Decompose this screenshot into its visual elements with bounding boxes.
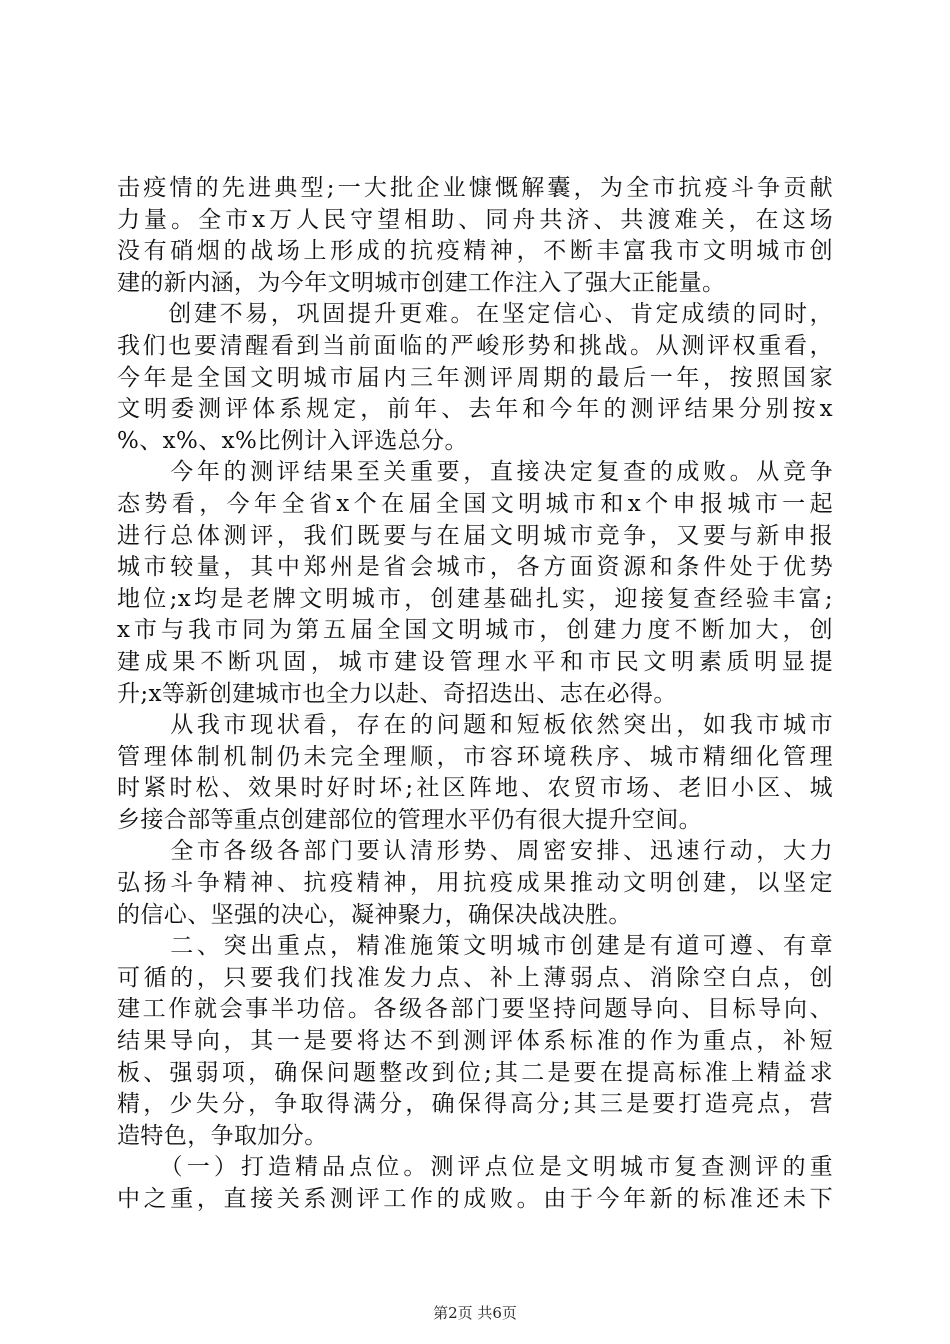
text-line: 我们也要清醒看到当前面临的严峻形势和挑战。从测评权重看， xyxy=(117,332,833,359)
text-line: 二、突出重点，精准施策文明城市创建是有道可遵、有章 xyxy=(117,933,833,960)
text-line: 板、强弱项，确保问题整改到位;其二是要在提高标准上精益求 xyxy=(117,1059,833,1086)
text-line: x市与我市同为第五届全国文明城市，创建力度不断加大，创 xyxy=(117,617,833,644)
text-line: 今年是全国文明城市届内三年测评周期的最后一年，按照国家 xyxy=(117,364,833,391)
text-line: 建成果不断巩固，城市建设管理水平和市民文明素质明显提 xyxy=(117,648,833,675)
text-line: 弘扬斗争精神、抗疫精神，用抗疫成果推动文明创建，以坚定 xyxy=(117,870,833,897)
text-line: 创建不易，巩固提升更难。在坚定信心、肯定成绩的同时， xyxy=(117,301,833,328)
text-line: 今年的测评结果至关重要，直接决定复查的成败。从竞争 xyxy=(117,459,833,486)
text-line: 从我市现状看，存在的问题和短板依然突出，如我市城市 xyxy=(117,712,833,739)
text-line: 城市较量，其中郑州是省会城市，各方面资源和条件处于优势 xyxy=(117,554,833,581)
text-line: （一）打造精品点位。测评点位是文明城市复查测评的重 xyxy=(117,1154,833,1181)
text-line: 地位;x均是老牌文明城市，创建基础扎实，迎接复查经验丰富; xyxy=(117,585,833,612)
text-line: 结果导向，其一是要将达不到测评体系标准的作为重点，补短 xyxy=(117,1028,833,1055)
text-line: 管理体制机制仍未完全理顺，市容环境秩序、城市精细化管理 xyxy=(117,743,833,770)
text-line: 时紧时松、效果时好时坏;社区阵地、农贸市场、老旧小区、城 xyxy=(117,775,833,802)
text-line: %、x%、x%比例计入评选总分。 xyxy=(117,427,468,454)
text-line: 精，少失分，争取得满分，确保得高分;其三是要打造亮点，营 xyxy=(117,1091,833,1118)
page-footer: 第2页 共6页 xyxy=(433,1304,517,1322)
text-line: 文明委测评体系规定，前年、去年和今年的测评结果分别按x xyxy=(117,396,833,423)
text-line: 建工作就会事半功倍。各级各部门要坚持问题导向、目标导向、 xyxy=(117,996,833,1023)
text-line: 造特色，争取加分。 xyxy=(117,1122,328,1149)
text-line: 升;x等新创建城市也全力以赴、奇招迭出、志在必得。 xyxy=(117,680,677,707)
text-line: 力量。全市x万人民守望相助、同舟共济、共渡难关，在这场 xyxy=(117,206,833,233)
text-line: 的信心、坚强的决心，凝神聚力，确保决战决胜。 xyxy=(117,901,632,928)
text-line: 建的新内涵，为今年文明城市创建工作注入了强大正能量。 xyxy=(117,269,726,296)
text-line: 可循的，只要我们找准发力点、补上薄弱点、消除空白点，创 xyxy=(117,964,833,991)
text-line: 态势看，今年全省x个在届全国文明城市和x个申报城市一起 xyxy=(117,490,833,517)
text-line: 中之重，直接关系测评工作的成败。由于今年新的标准还未下 xyxy=(117,1186,833,1212)
text-line: 没有硝烟的战场上形成的抗疫精神，不断丰富我市文明城市创 xyxy=(117,238,833,265)
text-line: 进行总体测评，我们既要与在届文明城市竞争，又要与新申报 xyxy=(117,522,833,549)
text-line: 全市各级各部门要认清形势、周密安排、迅速行动，大力 xyxy=(117,838,833,865)
document-body xyxy=(117,173,833,1216)
text-line: 乡接合部等重点创建部位的管理水平仍有很大提升空间。 xyxy=(117,806,702,833)
text-line: 击疫情的先进典型;一大批企业慷慨解囊，为全市抗疫斗争贡献 xyxy=(117,175,833,201)
